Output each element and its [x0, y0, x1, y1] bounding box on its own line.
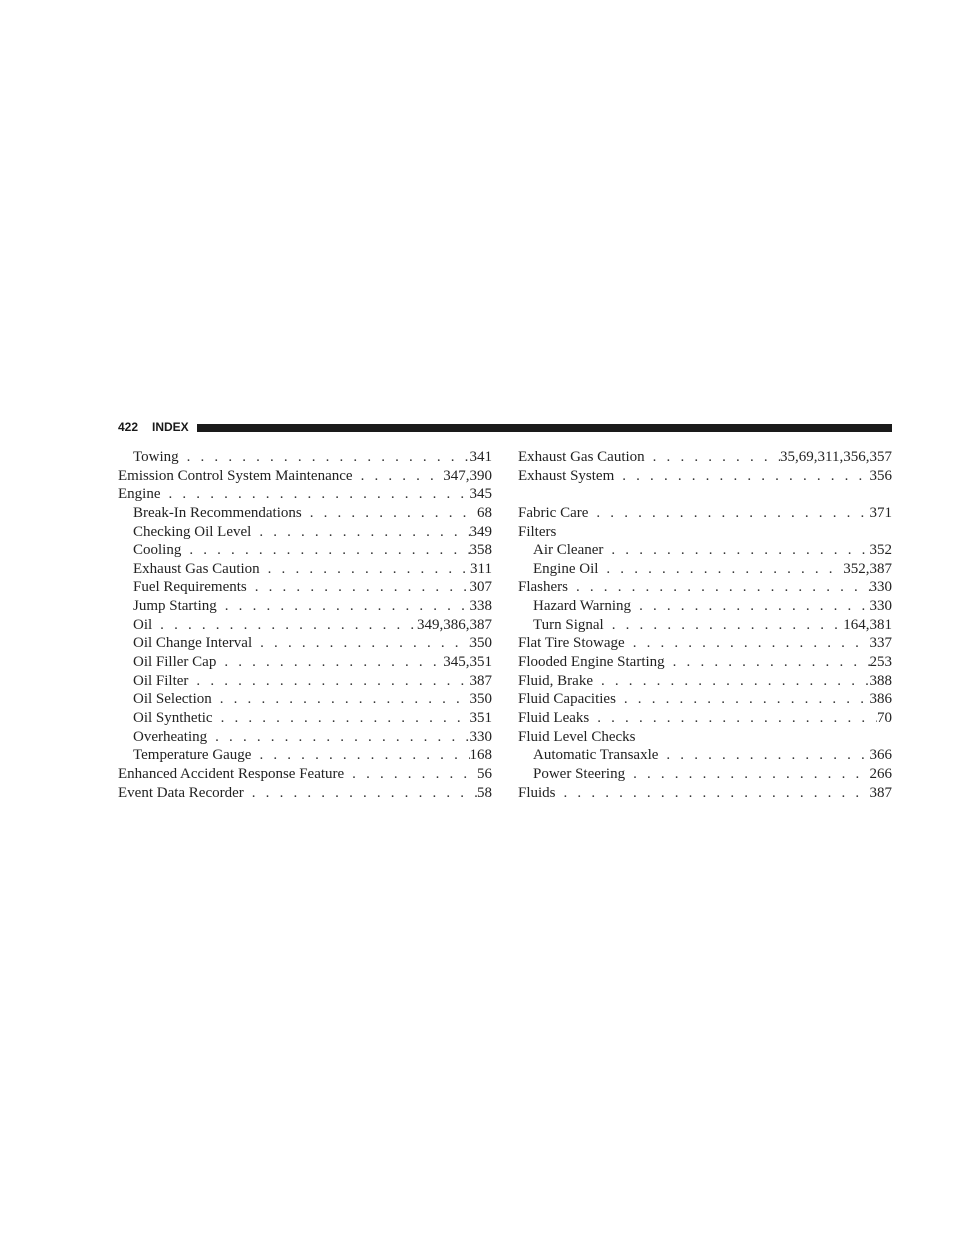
index-page-numbers: 347,390 [443, 467, 492, 484]
dot-leader [603, 542, 869, 559]
dot-leader [353, 468, 444, 485]
index-page-numbers: 70 [877, 709, 892, 726]
index-entry [518, 468, 892, 487]
index-entry [518, 524, 892, 543]
index-term: Oil Filter [133, 672, 189, 689]
dot-leader [616, 691, 870, 708]
dot-leader [217, 598, 470, 615]
page-number: 422 [118, 420, 139, 434]
dot-leader [212, 691, 470, 708]
dot-leader [247, 579, 470, 596]
index-page-numbers: 345 [469, 486, 492, 503]
index-page-numbers: 358 [469, 542, 492, 559]
index-page-numbers: 341 [469, 449, 492, 465]
index-term: Fluid Leaks [518, 709, 590, 726]
index-term: Filters [518, 523, 557, 540]
index-subentry [118, 598, 492, 617]
index-column-right [518, 449, 892, 803]
index-term: Fluid, Brake [518, 672, 593, 689]
index-subentry [118, 449, 492, 468]
page-header [118, 419, 892, 435]
index-subentry [518, 747, 892, 766]
dot-leader [645, 449, 780, 466]
index-term: Oil [133, 616, 153, 633]
index-entry [518, 505, 892, 524]
index-subentry [118, 524, 492, 543]
index-page-numbers: 330 [869, 598, 892, 615]
index-term: Flooded Engine Starting [518, 654, 665, 671]
dot-leader [216, 654, 443, 671]
index-term: Turn Signal [533, 616, 604, 633]
dot-leader [251, 524, 469, 541]
index-term: Temperature Gauge [133, 747, 252, 764]
index-page-numbers: 330 [469, 728, 492, 745]
index-page-numbers: 386 [869, 691, 892, 708]
index-spacer [518, 486, 892, 505]
index-subentry [118, 635, 492, 654]
dot-leader [244, 785, 477, 802]
index-term: Oil Change Interval [133, 635, 253, 652]
index-page-numbers: 345,351 [443, 654, 492, 671]
dot-leader [188, 673, 469, 690]
index-page-numbers: 349,386,387 [417, 616, 492, 633]
index-term: Hazard Warning [533, 598, 632, 615]
index-page-numbers: 330 [869, 579, 892, 596]
index-page-numbers: 387 [869, 784, 892, 801]
index-entry [518, 673, 892, 692]
dot-leader [625, 635, 870, 652]
dot-leader [181, 542, 469, 559]
dot-leader [213, 710, 470, 727]
dot-leader [568, 579, 870, 596]
dot-leader [344, 766, 477, 783]
index-entry [118, 468, 492, 487]
header-rule [197, 424, 892, 432]
dot-leader [614, 468, 869, 485]
index-subentry [118, 617, 492, 636]
index-subentry [118, 542, 492, 561]
index-term: Flat Tire Stowage [518, 635, 625, 652]
dot-leader [665, 654, 870, 671]
index-page-numbers: 356 [869, 467, 892, 484]
index-page-numbers: 337 [869, 635, 892, 652]
index-subentry [518, 617, 892, 636]
index-subentry [118, 747, 492, 766]
index-term: Flashers [518, 579, 568, 596]
index-page-numbers: 58 [477, 784, 492, 801]
dot-leader [604, 617, 844, 634]
index-term: Fluid Capacities [518, 691, 616, 708]
index-entry [118, 486, 492, 505]
index-subentry [118, 691, 492, 710]
dot-leader [598, 561, 843, 578]
index-subentry [518, 598, 892, 617]
dot-leader [252, 635, 469, 652]
index-column-left [118, 449, 492, 803]
index-entry [518, 729, 892, 748]
index-page-numbers: 253 [869, 654, 892, 671]
index-term: Oil Synthetic [133, 709, 213, 726]
index-page-numbers: 387 [469, 672, 492, 689]
dot-leader [161, 486, 470, 503]
index-page-numbers: 350 [469, 691, 492, 708]
index-page-numbers: 68 [477, 504, 492, 521]
index-page-numbers: 388 [869, 672, 892, 689]
index-page-numbers: 366 [869, 747, 892, 764]
index-entry [518, 579, 892, 598]
index-entry [518, 635, 892, 654]
index-term: Fabric Care [518, 504, 589, 521]
index-page-numbers: 266 [869, 765, 892, 782]
index-term: Fluids [518, 784, 556, 801]
index-page-numbers: 164,381 [843, 616, 892, 633]
index-subentry [118, 729, 492, 748]
index-page-numbers: 352 [869, 542, 892, 559]
dot-leader [556, 785, 870, 802]
index-term: Overheating [133, 728, 208, 745]
index-entry [118, 785, 492, 804]
index-term: Engine Oil [533, 560, 599, 577]
dot-leader [302, 505, 477, 522]
dot-leader [588, 505, 869, 522]
index-term: Towing [133, 449, 179, 465]
index-subentry [518, 766, 892, 785]
index-term: Emission Control System Maintenance [118, 467, 353, 484]
index-term: Fuel Requirements [133, 579, 247, 596]
index-subentry [118, 579, 492, 598]
dot-leader [260, 561, 470, 578]
index-term: Automatic Transaxle [533, 747, 659, 764]
index-page-numbers: 352,387 [843, 560, 892, 577]
index-term: Fluid Level Checks [518, 728, 636, 745]
index-entry [518, 691, 892, 710]
index-entry [518, 654, 892, 673]
index-term: Checking Oil Level [133, 523, 252, 540]
dot-leader [152, 617, 417, 634]
index-page-numbers: 351 [469, 709, 492, 726]
index-entry [518, 449, 892, 468]
dot-leader [658, 747, 869, 764]
index-term: Power Steering [533, 765, 626, 782]
index-term: Enhanced Accident Response Feature [118, 765, 345, 782]
index-page-numbers: 338 [469, 598, 492, 615]
index-entry [118, 766, 492, 785]
index-term: Oil Selection [133, 691, 212, 708]
index-subentry [118, 561, 492, 580]
index-term: Event Data Recorder [118, 784, 244, 801]
index-subentry [118, 710, 492, 729]
index-term: Break-In Recommendations [133, 504, 302, 521]
index-entry [518, 710, 892, 729]
index-subentry [118, 654, 492, 673]
index-subentry [118, 673, 492, 692]
dot-leader [593, 673, 870, 690]
dot-leader [251, 747, 469, 764]
index-page-numbers: 56 [477, 765, 492, 782]
index-page-numbers: 307 [469, 579, 492, 596]
index-term: Oil Filler Cap [133, 654, 217, 671]
dot-leader [631, 598, 869, 615]
index-term: Exhaust Gas Caution [133, 560, 260, 577]
dot-leader [625, 766, 869, 783]
index-page-numbers: 35,69,311,356,357 [780, 449, 892, 465]
index-page-numbers: 168 [469, 747, 492, 764]
index-subentry [118, 505, 492, 524]
index-term: Air Cleaner [533, 542, 604, 559]
index-term: Engine [118, 486, 161, 503]
index-term: Jump Starting [133, 598, 217, 615]
index-term: Cooling [133, 542, 182, 559]
index-term: Exhaust Gas Caution [518, 449, 645, 465]
section-title: INDEX [152, 420, 189, 434]
dot-leader [207, 729, 469, 746]
index-page-numbers: 311 [470, 560, 492, 577]
index-subentry [518, 542, 892, 561]
index-term: Exhaust System [518, 467, 615, 484]
index-subentry [518, 561, 892, 580]
index-page-numbers: 349 [469, 523, 492, 540]
dot-leader [589, 710, 877, 727]
index-page-numbers: 371 [869, 504, 892, 521]
index-page-numbers: 350 [469, 635, 492, 652]
dot-leader [179, 449, 470, 466]
index-entry [518, 785, 892, 804]
